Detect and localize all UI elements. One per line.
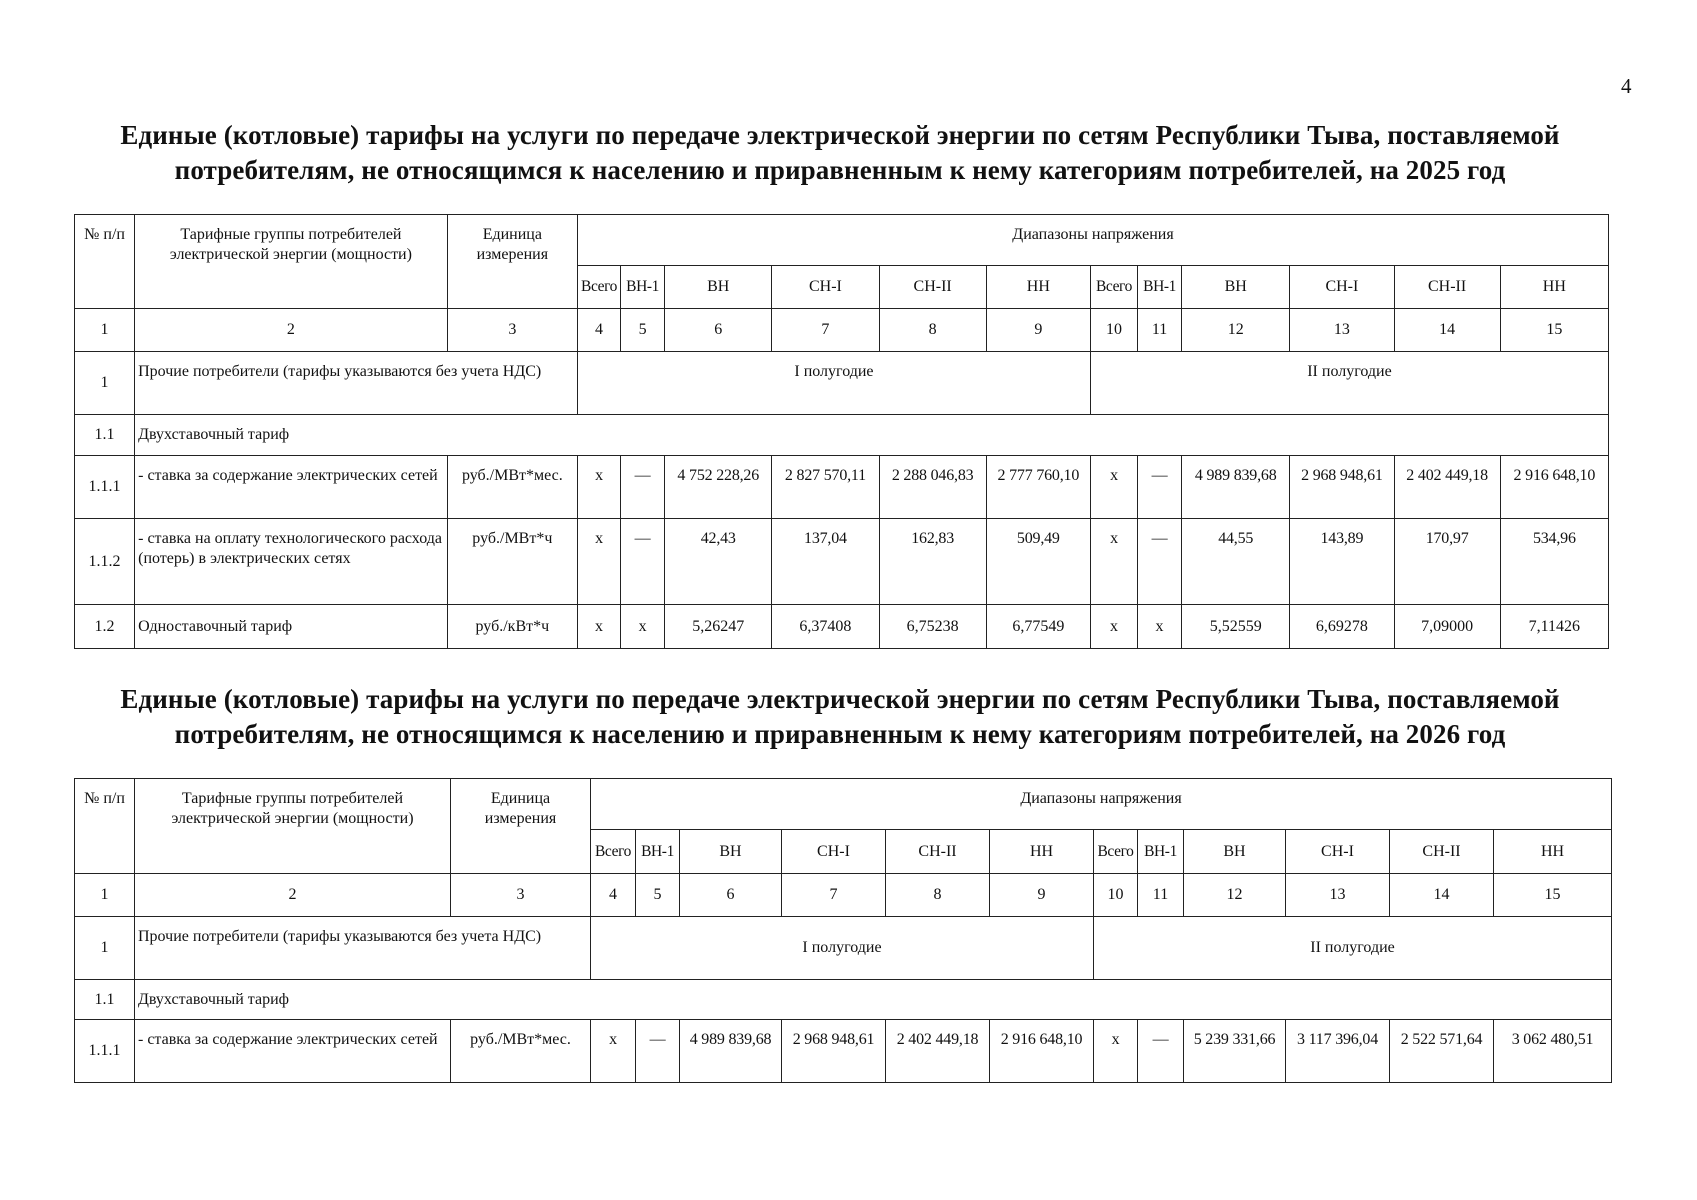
- value-cell: х: [577, 605, 620, 649]
- row-name: - ставка за содержание электрических сетей: [135, 456, 448, 519]
- value-cell: 6,37408: [772, 605, 879, 649]
- value-cell: 5,26247: [665, 605, 772, 649]
- table-title-2025: [60, 118, 1620, 188]
- header-sub: ВН: [680, 830, 782, 874]
- column-number: 3: [451, 874, 591, 917]
- row-name: - ставка за содержание электрических сетей: [135, 1020, 451, 1083]
- title-line: потребителям, не относящимся к населению и приравненным к нему категориям потребителей, на 2025 год: [174, 155, 1506, 185]
- row-number: 1.1.1: [75, 456, 135, 519]
- column-number: 4: [577, 309, 620, 352]
- column-number: 12: [1184, 874, 1286, 917]
- value-cell: 2 916 648,10: [1500, 456, 1608, 519]
- column-number: 8: [886, 874, 990, 917]
- header-col-group: Тарифные группы потребителей электрической энергии (мощности): [135, 779, 451, 874]
- column-number: 2: [135, 309, 448, 352]
- table-row: [75, 917, 1612, 980]
- column-number: 7: [782, 874, 886, 917]
- header-sub: ВН: [665, 266, 772, 309]
- header-sub: ВН-1: [1138, 830, 1184, 874]
- row-name: Двухставочный тариф: [135, 980, 1612, 1020]
- column-number: 13: [1290, 309, 1394, 352]
- row-name: Двухставочный тариф: [135, 415, 1609, 456]
- column-number: 1: [75, 874, 135, 917]
- column-number: 6: [680, 874, 782, 917]
- column-number: 4: [591, 874, 636, 917]
- column-number: 12: [1182, 309, 1290, 352]
- value-cell: 3 117 396,04: [1286, 1020, 1390, 1083]
- tariff-table-2026: [74, 778, 1612, 1083]
- header-sub: СН-II: [1394, 266, 1500, 309]
- value-cell: х: [577, 456, 620, 519]
- row-unit: руб./МВт*мес.: [451, 1020, 591, 1083]
- value-cell: 143,89: [1290, 519, 1394, 605]
- column-number: 9: [986, 309, 1090, 352]
- value-cell: 2 827 570,11: [772, 456, 879, 519]
- header-sub: СН-II: [1390, 830, 1494, 874]
- column-number: 1: [75, 309, 135, 352]
- value-cell: х: [1094, 1020, 1138, 1083]
- value-cell: 534,96: [1500, 519, 1608, 605]
- title-line: потребителям, не относящимся к населению и приравненным к нему категориям потребителей, на 2026 год: [174, 719, 1506, 749]
- value-cell: 4 989 839,68: [1182, 456, 1290, 519]
- header-sub: ВН-1: [636, 830, 680, 874]
- header-sub: Всего: [577, 266, 620, 309]
- value-cell: 2 968 948,61: [1290, 456, 1394, 519]
- half-year-1: I полугодие: [577, 352, 1090, 415]
- column-number: 5: [621, 309, 665, 352]
- table-row: [75, 980, 1612, 1020]
- value-cell: 6,75238: [879, 605, 986, 649]
- page-number: 4: [1621, 74, 1632, 98]
- table-row: [75, 1020, 1612, 1083]
- header-sub: Всего: [1094, 830, 1138, 874]
- value-cell: 6,77549: [986, 605, 1090, 649]
- header-sub: СН-I: [1290, 266, 1394, 309]
- table-row: [75, 456, 1609, 519]
- column-number: 10: [1094, 874, 1138, 917]
- value-cell: 7,09000: [1394, 605, 1500, 649]
- header-sub: Всего: [1090, 266, 1137, 309]
- table-row: [75, 605, 1609, 649]
- value-cell: х: [621, 605, 665, 649]
- header-sub: СН-II: [886, 830, 990, 874]
- value-cell: х: [1138, 605, 1182, 649]
- row-number: 1.1.2: [75, 519, 135, 605]
- column-number: 15: [1494, 874, 1612, 917]
- value-cell: 2 916 648,10: [990, 1020, 1094, 1083]
- column-number: 15: [1500, 309, 1608, 352]
- row-number: 1.2: [75, 605, 135, 649]
- value-cell: 162,83: [879, 519, 986, 605]
- row-unit: руб./МВт*ч: [447, 519, 577, 605]
- column-number: 14: [1390, 874, 1494, 917]
- value-cell: х: [577, 519, 620, 605]
- row-number: 1: [75, 352, 135, 415]
- column-number: 13: [1286, 874, 1390, 917]
- value-cell: —: [1138, 456, 1182, 519]
- table-row: [75, 519, 1609, 605]
- value-cell: 4 752 228,26: [665, 456, 772, 519]
- header-sub: ВН: [1184, 830, 1286, 874]
- row-number: 1.1: [75, 415, 135, 456]
- table-row: [75, 415, 1609, 456]
- header-sub: СН-II: [879, 266, 986, 309]
- row-number: 1.1: [75, 980, 135, 1020]
- column-number: 2: [135, 874, 451, 917]
- column-number: 11: [1138, 309, 1182, 352]
- value-cell: —: [621, 519, 665, 605]
- value-cell: 2 777 760,10: [986, 456, 1090, 519]
- header-sub: НН: [990, 830, 1094, 874]
- value-cell: 6,69278: [1290, 605, 1394, 649]
- column-number: 11: [1138, 874, 1184, 917]
- value-cell: 44,55: [1182, 519, 1290, 605]
- value-cell: —: [1138, 519, 1182, 605]
- column-number: 7: [772, 309, 879, 352]
- half-year-2: II полугодие: [1094, 917, 1612, 980]
- header-sub: ВН-1: [621, 266, 665, 309]
- value-cell: 5,52559: [1182, 605, 1290, 649]
- header-voltage-ranges: Диапазоны напряжения: [577, 215, 1608, 266]
- value-cell: 137,04: [772, 519, 879, 605]
- value-cell: 2 288 046,83: [879, 456, 986, 519]
- table-title-2026: [60, 682, 1620, 752]
- header-sub: СН-I: [772, 266, 879, 309]
- column-number: 8: [879, 309, 986, 352]
- column-number: 9: [990, 874, 1094, 917]
- value-cell: х: [591, 1020, 636, 1083]
- value-cell: 2 402 449,18: [886, 1020, 990, 1083]
- value-cell: 5 239 331,66: [1184, 1020, 1286, 1083]
- value-cell: х: [1090, 456, 1137, 519]
- half-year-1: I полугодие: [591, 917, 1094, 980]
- table-row: [75, 352, 1609, 415]
- header-sub: СН-I: [1286, 830, 1390, 874]
- row-name: - ставка на оплату технологического расхода (потерь) в электрических сетях: [135, 519, 448, 605]
- value-cell: 170,97: [1394, 519, 1500, 605]
- value-cell: 2 968 948,61: [782, 1020, 886, 1083]
- column-number: 3: [447, 309, 577, 352]
- column-number: 6: [665, 309, 772, 352]
- value-cell: —: [621, 456, 665, 519]
- value-cell: 42,43: [665, 519, 772, 605]
- row-name: Прочие потребители (тарифы указываются без учета НДС): [135, 917, 591, 980]
- title-line: Единые (котловые) тарифы на услуги по передаче электрической энергии по сетям Республики Тыва, поставляемой: [120, 684, 1560, 714]
- header-sub: НН: [986, 266, 1090, 309]
- header-sub: ВН-1: [1138, 266, 1182, 309]
- row-name: Прочие потребители (тарифы указываются без учета НДС): [135, 352, 578, 415]
- row-unit: руб./МВт*мес.: [447, 456, 577, 519]
- header-sub: СН-I: [782, 830, 886, 874]
- header-col-unit: Единица измерения: [451, 779, 591, 874]
- header-col-num: № п/п: [75, 779, 135, 874]
- title-line: Единые (котловые) тарифы на услуги по передаче электрической энергии по сетям Республики Тыва, поставляемой: [120, 120, 1560, 150]
- header-sub: НН: [1494, 830, 1612, 874]
- value-cell: 2 402 449,18: [1394, 456, 1500, 519]
- column-number: 14: [1394, 309, 1500, 352]
- value-cell: 4 989 839,68: [680, 1020, 782, 1083]
- header-col-unit: Единица измерения: [447, 215, 577, 309]
- value-cell: 3 062 480,51: [1494, 1020, 1612, 1083]
- value-cell: 7,11426: [1500, 605, 1608, 649]
- value-cell: 509,49: [986, 519, 1090, 605]
- row-number: 1: [75, 917, 135, 980]
- header-voltage-ranges: Диапазоны напряжения: [591, 779, 1612, 830]
- column-number-row: [75, 309, 1609, 352]
- column-number-row: [75, 874, 1612, 917]
- header-sub: НН: [1500, 266, 1608, 309]
- column-number: 5: [636, 874, 680, 917]
- header-col-group: Тарифные группы потребителей электрической энергии (мощности): [135, 215, 448, 309]
- tariff-table-2025: [74, 214, 1609, 649]
- row-name: Одноставочный тариф: [135, 605, 448, 649]
- header-sub: ВН: [1182, 266, 1290, 309]
- header-col-num: № п/п: [75, 215, 135, 309]
- value-cell: —: [636, 1020, 680, 1083]
- value-cell: х: [1090, 519, 1137, 605]
- half-year-2: II полугодие: [1090, 352, 1608, 415]
- row-number: 1.1.1: [75, 1020, 135, 1083]
- value-cell: х: [1090, 605, 1137, 649]
- value-cell: —: [1138, 1020, 1184, 1083]
- row-unit: руб./кВт*ч: [447, 605, 577, 649]
- header-sub: Всего: [591, 830, 636, 874]
- column-number: 10: [1090, 309, 1137, 352]
- value-cell: 2 522 571,64: [1390, 1020, 1494, 1083]
